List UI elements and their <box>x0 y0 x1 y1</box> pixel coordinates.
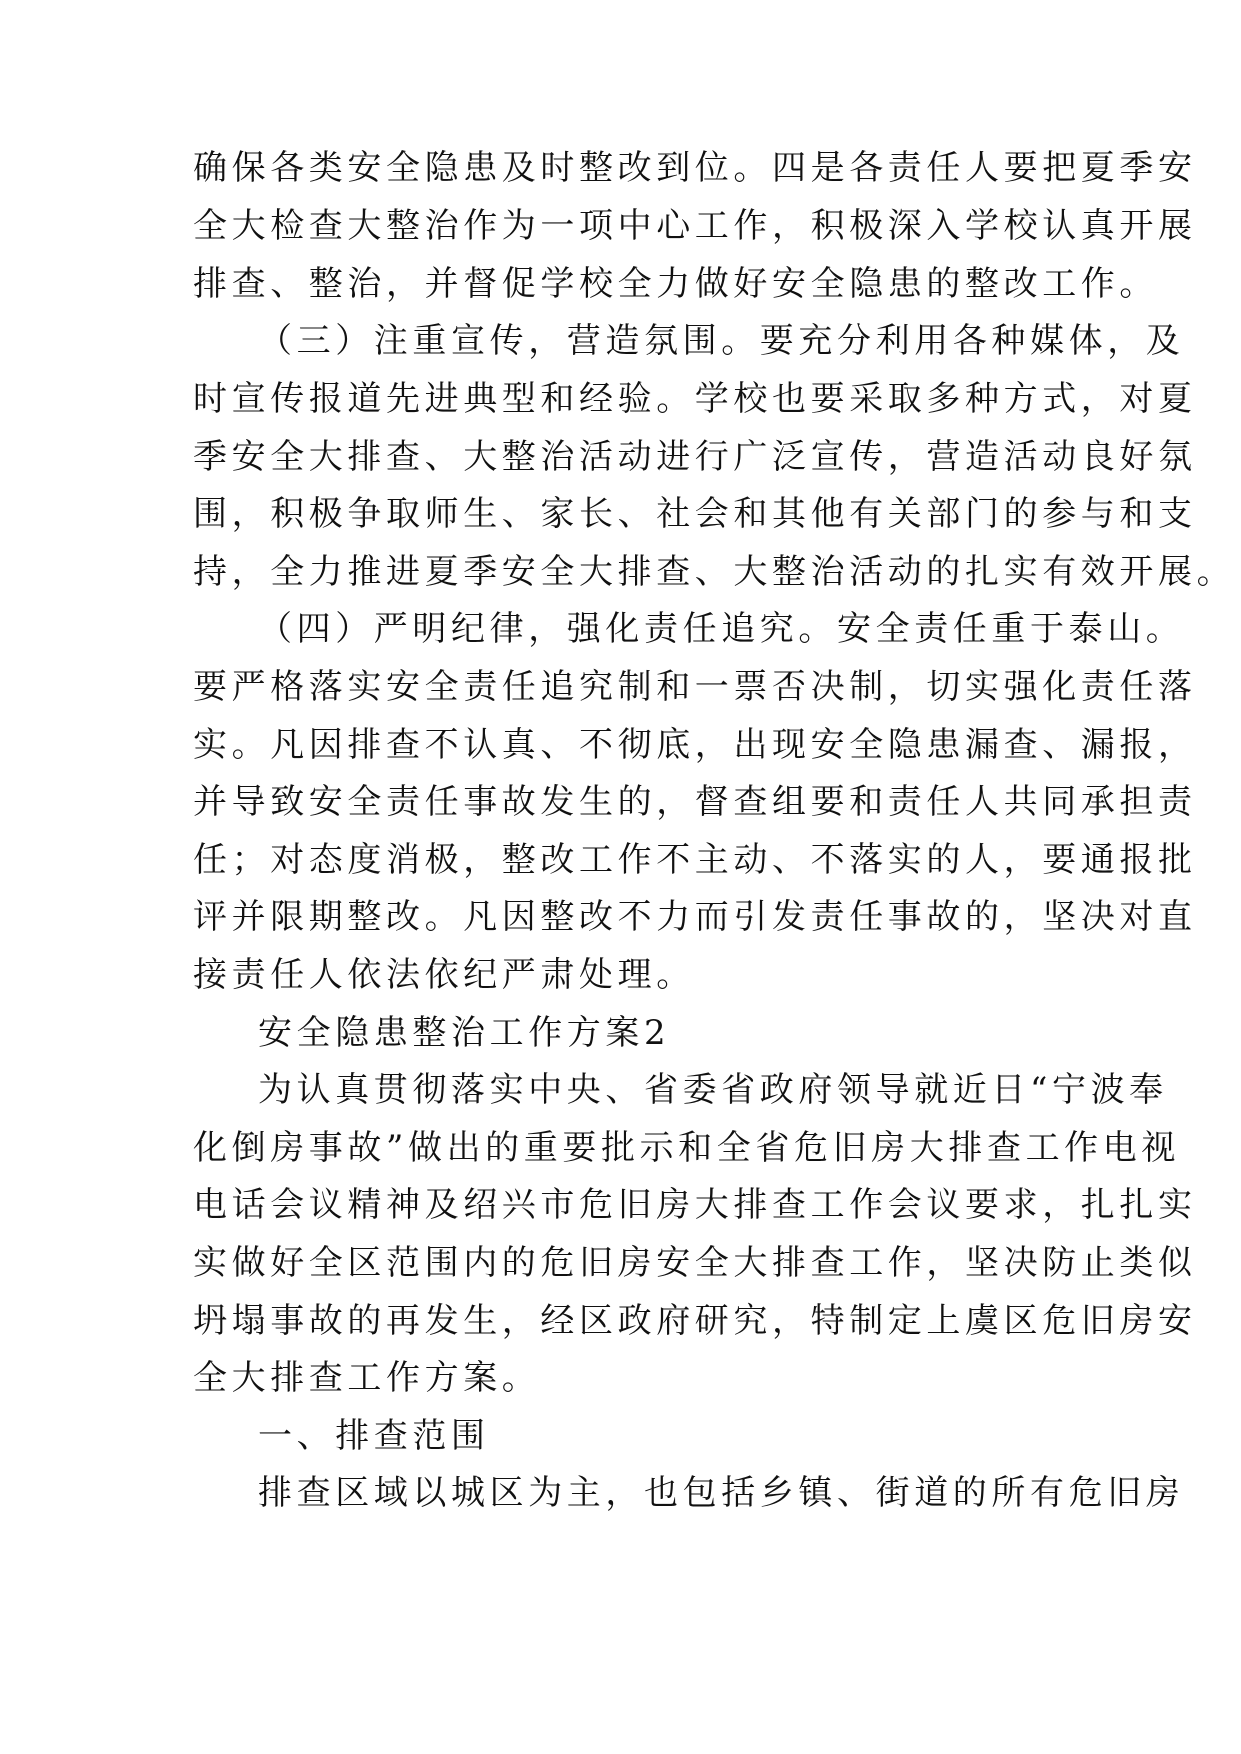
body-text-line: 全大检查大整治作为一项中心工作，积极深入学校认真开展 <box>193 206 1197 246</box>
body-text-line: 实。凡因排查不认真、不彻底，出现安全隐患漏查、漏报， <box>193 725 1197 765</box>
body-text-line: 并导致安全责任事故发生的，督查组要和责任人共同承担责 <box>193 782 1197 822</box>
body-text-line: 坍塌事故的再发生，经区政府研究，特制定上虞区危旧房安 <box>193 1301 1197 1341</box>
paragraph-first-line: （三）注重宣传，营造氛围。要充分利用各种媒体，及 <box>258 321 1185 361</box>
body-text-line: 全大排查工作方案。 <box>193 1358 541 1398</box>
body-text-line: 围，积极争取师生、家长、社会和其他有关部门的参与和支 <box>193 494 1197 534</box>
body-text-line: 要严格落实安全责任追究制和一票否决制，切实强化责任落 <box>193 667 1197 707</box>
body-text-line: 持，全力推进夏季安全大排查、大整治活动的扎实有效开展。 <box>193 552 1236 592</box>
body-text-line: 季安全大排查、大整治活动进行广泛宣传，营造活动良好氛 <box>193 437 1197 477</box>
body-text-line: 确保各类安全隐患及时整改到位。四是各责任人要把夏季安 <box>193 148 1197 188</box>
body-text-line: 实做好全区范围内的危旧房安全大排查工作，坚决防止类似 <box>193 1243 1197 1283</box>
body-text-line: 时宣传报道先进典型和经验。学校也要采取多种方式，对夏 <box>193 379 1197 419</box>
section-heading: 一、排查范围 <box>258 1416 490 1456</box>
paragraph-first-line: （四）严明纪律，强化责任追究。安全责任重于泰山。 <box>258 609 1185 649</box>
body-text-line: 电话会议精神及绍兴市危旧房大排查工作会议要求，扎扎实 <box>193 1185 1197 1225</box>
body-text-line: 评并限期整改。凡因整改不力而引发责任事故的，坚决对直 <box>193 897 1197 937</box>
paragraph-first-line: 排查区域以城区为主，也包括乡镇、街道的所有危旧房 <box>258 1473 1185 1513</box>
body-text-line: 任；对态度消极，整改工作不主动、不落实的人，要通报批 <box>193 840 1197 880</box>
body-text-line: 接责任人依法依纪严肃处理。 <box>193 955 695 995</box>
paragraph-first-line: 为认真贯彻落实中央、省委省政府领导就近日“宁波奉 <box>258 1070 1168 1110</box>
body-text-line: 排查、整治，并督促学校全力做好安全隐患的整改工作。 <box>193 264 1158 304</box>
body-text-line: 化倒房事故”做出的重要批示和全省危旧房大排查工作电视 <box>193 1128 1180 1168</box>
section-title: 安全隐患整治工作方案2 <box>258 1013 671 1053</box>
